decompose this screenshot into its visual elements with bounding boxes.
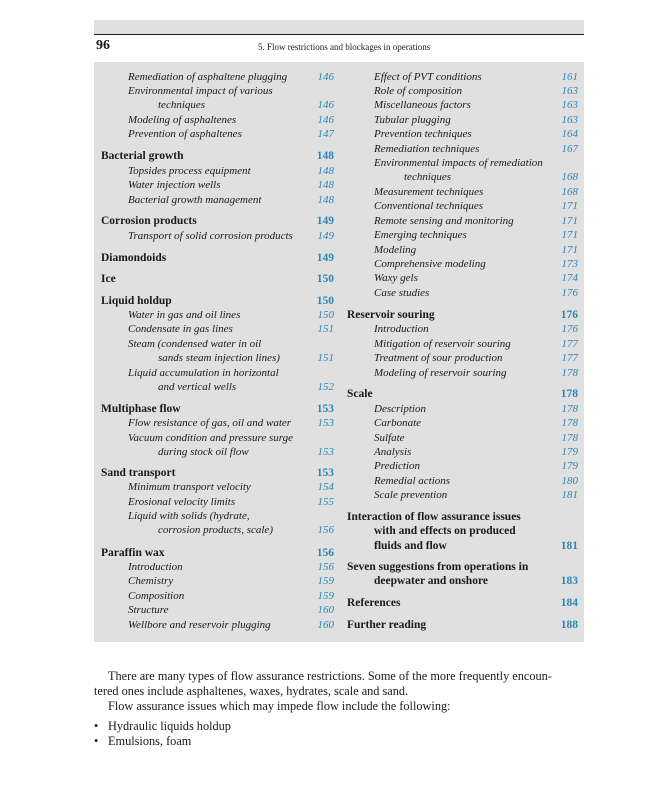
toc-entry-page: 183 — [560, 575, 578, 587]
toc-entry-page: 155 — [317, 496, 334, 508]
toc-entry-page: 153 — [316, 467, 334, 479]
toc-entry-title: Condensate in gas lines — [128, 323, 233, 335]
toc-subentry — [347, 488, 578, 504]
toc-entry-title: Multiphase flow — [101, 403, 181, 415]
toc-subentry — [101, 178, 334, 194]
toc-subentry — [101, 229, 334, 245]
toc-entry-title: Effect of PVT conditions — [374, 71, 482, 83]
toc-entry-title: Conventional techniques — [374, 200, 484, 212]
toc-entry-page: 146 — [317, 71, 334, 83]
toc-entry-title: Bacterial growth — [101, 150, 184, 162]
toc-entry-page: 160 — [317, 604, 334, 616]
toc-entry-title: Prevention techniques — [374, 128, 472, 140]
toc-subentry — [347, 98, 578, 114]
running-title: 5. Flow restrictions and blockages in operations — [258, 42, 431, 52]
toc-entry-title: corrosion products, scale) — [158, 524, 273, 536]
toc-entry-title: Miscellaneous factors — [374, 99, 471, 111]
toc-subentry — [101, 618, 334, 634]
toc-entry-page: 159 — [317, 590, 334, 602]
toc-subentry — [101, 193, 334, 209]
toc-subentry — [101, 480, 334, 496]
toc-entry-title: and vertical wells — [158, 381, 237, 393]
toc-entry-page: 171 — [561, 244, 578, 256]
toc-entry-page: 156 — [316, 547, 334, 559]
toc-entry-title: Modeling of reservoir souring — [374, 367, 507, 379]
toc-entry-page: 149 — [317, 230, 334, 242]
toc-entry-page: 156 — [317, 524, 334, 536]
toc-entry-page: 159 — [317, 575, 334, 587]
toc-entry-title: Minimum transport velocity — [128, 481, 251, 493]
toc-entry-page: 163 — [561, 85, 578, 97]
toc-entry-page: 177 — [561, 352, 578, 364]
toc-entry-page: 147 — [317, 128, 334, 140]
toc-subentry — [347, 271, 578, 287]
toc-entry-page: 179 — [561, 446, 578, 458]
toc-entry-page: 179 — [561, 460, 578, 472]
toc-entry-page: 168 — [561, 186, 578, 198]
toc-entry-page: 153 — [316, 403, 334, 415]
toc-subentry — [347, 322, 578, 338]
toc-entry-title: Scale prevention — [374, 489, 448, 501]
toc-entry-page: 171 — [561, 215, 578, 227]
toc-entry-title: Paraffin wax — [101, 547, 165, 559]
toc-entry-title: References — [347, 597, 401, 609]
toc-entry-page: 188 — [560, 619, 578, 631]
header-bar — [94, 20, 584, 34]
toc-entry-title: Mitigation of reservoir souring — [374, 338, 511, 350]
toc-entry-page: 177 — [561, 338, 578, 350]
toc-subentry — [347, 199, 578, 215]
toc-entry-title: Water injection wells — [128, 179, 221, 191]
toc-entry-page: 163 — [561, 99, 578, 111]
toc-entry-page: 164 — [561, 128, 578, 140]
toc-heading-entry — [347, 387, 578, 403]
toc-entry-title: Erosional velocity limits — [128, 496, 236, 508]
toc-heading-entry — [101, 214, 334, 230]
toc-entry-title: Modeling — [374, 244, 417, 256]
toc-entry-page: 148 — [317, 165, 334, 177]
toc-heading-entry — [347, 574, 578, 590]
toc-heading-entry — [347, 618, 578, 634]
toc-subentry — [347, 416, 578, 432]
header-rule — [94, 34, 584, 35]
toc-entry-title: Description — [374, 403, 426, 415]
toc-entry-page: 171 — [561, 229, 578, 241]
toc-entry-page: 156 — [317, 561, 334, 573]
toc-entry-page: 160 — [317, 619, 334, 631]
toc-entry-page: 163 — [561, 114, 578, 126]
toc-entry-page: 150 — [316, 273, 334, 285]
toc-entry-title: Chemistry — [128, 575, 174, 587]
toc-entry-title: Environmental impact of various — [128, 85, 273, 97]
toc-entry-title: Analysis — [374, 446, 412, 458]
toc-entry-page: 146 — [317, 99, 334, 111]
toc-entry-title: Liquid holdup — [101, 295, 172, 307]
toc-entry-page: 176 — [560, 309, 578, 321]
toc-entry-title: Remote sensing and monitoring — [374, 215, 514, 227]
toc-entry-title: Sulfate — [374, 432, 405, 444]
toc-entry-title: Carbonate — [374, 417, 422, 429]
toc-entry-title: Liquid accumulation in horizontal — [128, 367, 279, 379]
page-number: 96 — [96, 38, 110, 53]
toc-entry-title: Seven suggestions from operations in — [347, 561, 529, 573]
toc-entry-page: 148 — [316, 150, 334, 162]
toc-subentry — [101, 445, 334, 461]
bullet-text: Emulsions, foam — [108, 734, 192, 748]
toc-heading-entry — [101, 149, 334, 165]
toc-entry-title: Interaction of flow assurance issues — [347, 511, 521, 523]
toc-entry-title: fluids and flow — [374, 540, 447, 552]
toc-entry-page: 173 — [561, 258, 578, 270]
body-paragraph-1-line-2: tered ones include asphaltenes, waxes, hydrates, scale and sand. — [94, 684, 409, 698]
toc-entry-title: Further reading — [347, 619, 427, 631]
toc-entry-title: techniques — [404, 171, 452, 183]
toc-entry-title: Remediation of asphaltene plugging — [128, 71, 288, 83]
toc-entry-title: Reservoir souring — [347, 309, 435, 321]
toc-entry-title: with and effects on produced — [374, 525, 516, 537]
toc-entry-title: Transport of solid corrosion products — [128, 230, 293, 242]
toc-entry-title: Vacuum condition and pressure surge — [128, 432, 293, 444]
toc-subentry — [101, 127, 334, 143]
toc-entry-title: deepwater and onshore — [374, 575, 488, 587]
body-paragraph-1-line-1: There are many types of flow assurance restrictions. Some of the more frequently encoun- — [108, 669, 552, 683]
toc-entry-page: 150 — [317, 309, 334, 321]
toc-entry-title: Role of composition — [374, 85, 462, 97]
toc-entry-title: Diamondoids — [101, 252, 167, 264]
toc-heading-entry — [101, 251, 334, 267]
toc-entry-page: 149 — [316, 252, 334, 264]
toc-entry-page: 178 — [561, 417, 578, 429]
toc-subentry — [347, 228, 578, 244]
bullet-text: Hydraulic liquids holdup — [108, 719, 231, 733]
toc-entry-title: Liquid with solids (hydrate, — [128, 510, 250, 522]
toc-entry-title: Remediation techniques — [374, 143, 480, 155]
toc-entry-title: Case studies — [374, 287, 430, 299]
toc-entry-title: Tubular plugging — [374, 114, 451, 126]
toc-entry-page: 148 — [317, 179, 334, 191]
toc-entry-title: Prevention of asphaltenes — [128, 128, 242, 140]
toc-subentry — [347, 459, 578, 475]
toc-subentry — [101, 380, 334, 396]
toc-entry-title: Topsides process equipment — [128, 165, 251, 177]
toc-entry-title: Steam (condensed water in oil — [128, 338, 262, 350]
toc-entry-page: 181 — [560, 540, 578, 552]
toc-entry-page: 151 — [317, 323, 334, 335]
toc-entry-page: 153 — [317, 417, 334, 429]
toc-entry-page: 167 — [561, 143, 578, 155]
toc-entry-title: Emerging techniques — [374, 229, 467, 241]
toc-entry-title: Treatment of sour production — [374, 352, 503, 364]
toc-subentry — [101, 523, 334, 539]
toc-entry-title: Sand transport — [101, 467, 176, 479]
toc-entry-title: during stock oil flow — [158, 446, 249, 458]
toc-entry-page: 148 — [317, 194, 334, 206]
toc-entry-page: 154 — [317, 481, 334, 493]
toc-entry-title: Comprehensive modeling — [374, 258, 486, 270]
toc-entry-page: 146 — [317, 114, 334, 126]
toc-subentry — [101, 351, 334, 367]
toc-heading-entry — [101, 272, 334, 288]
toc-entry-title: Structure — [128, 604, 169, 616]
toc-entry-page: 153 — [317, 446, 334, 458]
toc-entry-title: Introduction — [128, 561, 183, 573]
toc-entry-page: 178 — [560, 388, 578, 400]
toc-entry-title: sands steam injection lines) — [158, 352, 280, 364]
bullet-item: • Emulsions, foam — [94, 734, 192, 748]
toc-entry-page: 178 — [561, 403, 578, 415]
toc-entry-title: Flow resistance of gas, oil and water — [128, 417, 292, 429]
toc-subentry — [101, 574, 334, 590]
toc-entry-title: Corrosion products — [101, 215, 197, 227]
toc-entry-page: 151 — [317, 352, 334, 364]
toc-subentry — [101, 603, 334, 619]
toc-entry-title: Remedial actions — [374, 475, 451, 487]
toc-entry-page: 178 — [561, 432, 578, 444]
body-paragraph-2: Flow assurance issues which may impede flow include the following: — [108, 699, 451, 713]
toc-entry-title: Modeling of asphaltenes — [128, 114, 237, 126]
toc-subentry — [347, 366, 578, 382]
toc-entry-title: Environmental impacts of remediation — [374, 157, 543, 169]
toc-entry-page: 152 — [317, 381, 334, 393]
toc-entry-page: 176 — [561, 323, 578, 335]
toc-entry-title: Wellbore and reservoir plugging — [128, 619, 271, 631]
toc-entry-title: Waxy gels — [374, 272, 418, 284]
toc-entry-page: 174 — [561, 272, 578, 284]
toc-subentry — [101, 416, 334, 432]
toc-entry-page: 184 — [560, 597, 578, 609]
toc-entry-page: 149 — [316, 215, 334, 227]
toc-entry-page: 171 — [561, 200, 578, 212]
toc-entry-page: 168 — [561, 171, 578, 183]
toc-heading-entry — [347, 596, 578, 612]
toc-subentry — [347, 351, 578, 367]
toc-entry-title: Scale — [347, 388, 373, 400]
toc-entry-page: 180 — [561, 475, 578, 487]
toc-entry-page: 181 — [561, 489, 578, 501]
toc-subentry — [347, 286, 578, 302]
bullet-item: • Hydraulic liquids holdup — [94, 719, 231, 733]
toc-heading-entry — [347, 524, 578, 540]
toc-heading-entry — [347, 539, 578, 555]
toc-entry-title: Measurement techniques — [374, 186, 484, 198]
toc-entry-title: Water in gas and oil lines — [128, 309, 241, 321]
toc-subentry — [347, 170, 578, 186]
toc-entry-page: 161 — [561, 71, 578, 83]
table-of-contents — [94, 62, 584, 642]
toc-entry-page: 150 — [316, 295, 334, 307]
toc-subentry — [347, 127, 578, 143]
body-paragraph-1 — [94, 669, 586, 699]
toc-subentry — [101, 322, 334, 338]
toc-entry-title: Introduction — [374, 323, 429, 335]
toc-entry-title: Prediction — [374, 460, 421, 472]
toc-entry-title: techniques — [158, 99, 206, 111]
toc-entry-title: Bacterial growth management — [128, 194, 262, 206]
toc-subentry — [101, 98, 334, 114]
toc-entry-page: 178 — [561, 367, 578, 379]
toc-entry-page: 176 — [561, 287, 578, 299]
toc-entry-title: Composition — [128, 590, 185, 602]
toc-entry-title: Ice — [101, 273, 116, 285]
